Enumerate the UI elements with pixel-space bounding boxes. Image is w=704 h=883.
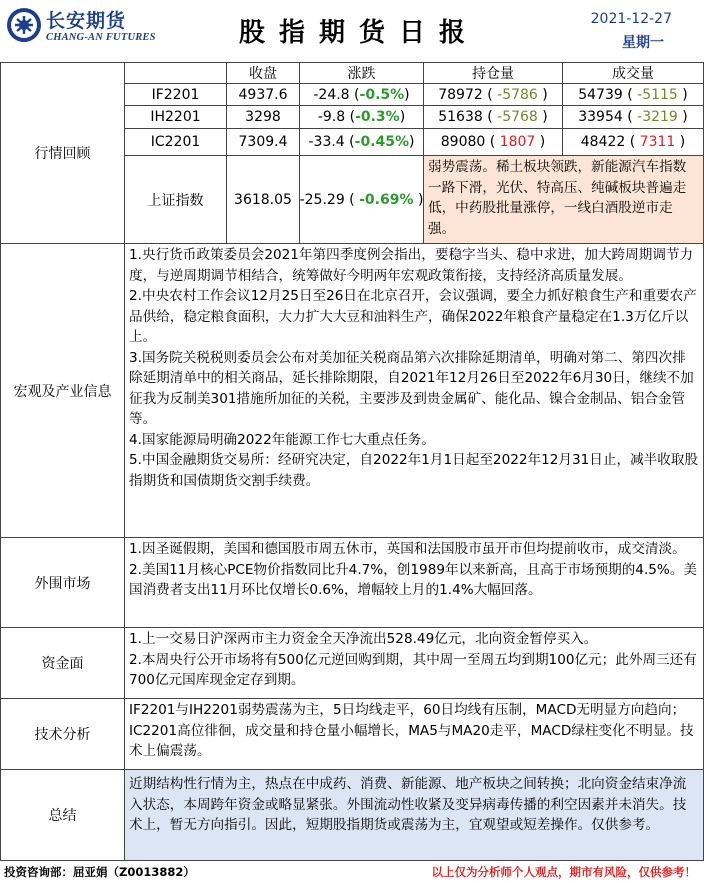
section-label-funds: 资金面 [0,627,125,699]
oi-value: 51638 [438,109,483,125]
market-comment: 弱势震荡。稀土板块领跌，新能源汽车指数一路下滑，光伏、特高压、纯碱板块普遍走低，中药股批量涨停，一线白酒股逆市走强。 [423,155,704,244]
macro-item: 1.央行货币政策委员会2021年第四季度例会指出，要稳字当头、稳中求进，加大跨周期调节力度，与逆周期调节相结合，统筹做好今明两年宏观政策衔接，支持经济高质量发展。 [129,247,694,284]
report-title: 股指期货日报 [238,18,479,48]
logo-english-name: CHANG-AN FUTURES [46,32,156,43]
col-header-close: 收盘 [226,62,300,84]
volume-cell: 54739 ( -5115 ) [562,83,704,106]
close-value: 7309.4 [226,128,300,156]
macro-item: 2.中央农村工作会议12月25日至26日在北京召开，会议强调，要全力抓好粮食生产和重要农产品供给，稳定粮食面积，大力扩大大豆和油料生产，确保2022年粮食产量稳定在1.3万亿斤以上。 [129,288,697,345]
oi-value: 89080 [440,134,486,150]
volume-value: 33954 [578,109,623,125]
close-value: 4937.6 [226,83,300,106]
col-header-volume: 成交量 [562,62,704,84]
macro-content [124,243,704,538]
macro-item: 3.国务院关税税则委员会公布对美加征关税商品第六次排除延期清单，明确对第二、第四次排除延期清单中的相关商品，延长排除期限，自2021年12月26日至2022年6月30日，继续不加征我为反制美301措施所加征的关税，主要涉及到贵金属矿、能化品、镍合金制品、铝合金管等。 [129,349,694,427]
volume-value: 48422 [580,134,626,150]
report-date: 2021-12-27 [590,11,672,27]
index-change: -25.29 [299,191,345,208]
volume-change: 7311 [639,134,676,150]
oi-cell: 89080 ( 1807 ) [423,128,563,156]
section-label-market: 行情回顾 [0,62,125,244]
change-cell: -33.4 ( -0.45% ) [299,128,424,156]
col-header-oi: 持仓量 [423,62,563,84]
col-header-change: 涨跌 [299,62,424,84]
volume-value: 54739 [578,86,623,103]
index-change-cell: -25.29 ( -0.69% ) [299,155,424,244]
oi-change: -5786 [497,86,538,103]
change-pct: -0.45% [354,134,410,150]
volume-change: -5115 [637,86,678,103]
technical-content: IF2201与IH2201弱势震荡为主，5日均线走平，60日均线有压制，MACD无明显方向趋向；IC2201高位徘徊，成交量和持仓量小幅增长，MA5与MA20走平，MACD绿柱变化不明显。技术上偏震荡。 [124,698,704,770]
index-change-pct: -0.69% [359,191,414,208]
consultant-info: 投资咨询部：屈亚娟（Z0013882） [4,865,195,879]
oi-value: 78972 [438,86,483,103]
macro-item: 4.国家能源局明确2022年能源工作七大重点任务。 [129,431,435,448]
section-label-macro: 宏观及产业信息 [0,243,125,538]
volume-change: -3219 [637,109,678,125]
close-value: 3298 [226,105,300,129]
volume-cell: 33954 ( -3219 ) [562,105,704,129]
logo-chinese-name: 长安期货 [46,10,127,32]
change-cell: -24.8 ( -0.5% ) [299,83,424,106]
oi-cell: 51638 ( -5768 ) [423,105,563,129]
summary-content: 近期结构性行情为主，热点在中成药、消费、新能源、地产板块之间转换；北向资金结束净流入状态，本周跨年资金或略显紧张。外围流动性收紧及变异病毒传播的利空因素并未消失。技术上，暂无方向指引。因此，短期股指期货或震荡为主，宜观望或短差操作。仅供参考。 [124,769,704,861]
risk-disclaimer: 以上仅为分析师个人观点，期市有风险，仅供参考！ [431,865,696,879]
foreign-item: 1.因圣诞假期，美国和德国股市周五休市，英国和法国股市虽开市但均提前收市，成交清淡。 [129,541,686,557]
change-cell: -9.8 ( -0.3% ) [299,105,424,129]
funds-item: 1.上一交易日沪深两市主力资金全天净流出528.49亿元，北向资金暂停买入。 [129,631,598,647]
contract-name: IF2201 [124,83,227,106]
change-pct: -0.3% [355,109,400,125]
contract-name: IH2201 [124,105,227,129]
foreign-item: 2.美国11月核心PCE物价指数同比升4.7%，创1989年以来新高，且高于市场预期的4.5%。美国消费者支出11月环比仅增长0.6%，增幅较上月的1.4%大幅回落。 [129,561,698,598]
volume-cell: 48422 ( 7311 ) [562,128,704,156]
change-pct: -0.5% [359,86,405,103]
change-value: -9.8 [317,109,346,125]
index-name: 上证指数 [124,155,227,244]
funds-item: 2.本周央行公开市场将有500亿元逆回购到期，其中周一至周五均到期100亿元；此外周三还有700亿元国库现金定存到期。 [129,651,697,688]
foreign-content [124,537,704,628]
change-value: -33.4 [308,134,345,150]
oi-change: 1807 [499,134,536,150]
section-label-foreign: 外围市场 [0,537,125,628]
oi-change: -5768 [497,109,538,125]
report-weekday: 星期一 [622,35,664,51]
header-blank [124,62,227,84]
change-value: -24.8 [313,86,350,103]
oi-cell: 78972 ( -5786 ) [423,83,563,106]
section-label-summary: 总结 [0,769,125,861]
section-label-technical: 技术分析 [0,698,125,770]
index-close: 3618.05 [226,155,300,244]
contract-name: IC2201 [124,128,227,156]
funds-content [124,627,704,699]
report-header [0,0,704,62]
macro-item: 5.中国金融期货交易所：经研究决定，自2022年1月1日起至2022年12月31日止，减半收取股指期货和国债期货交割手续费。 [129,452,699,489]
